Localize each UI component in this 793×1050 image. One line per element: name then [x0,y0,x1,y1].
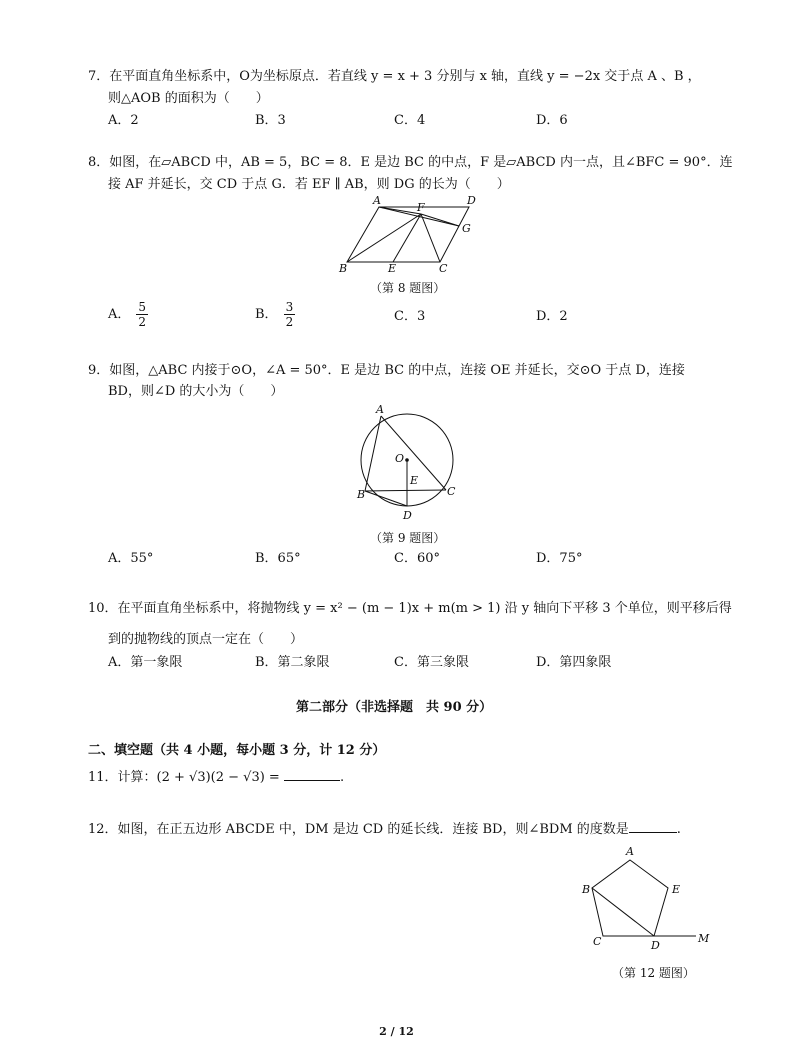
q10-choice-c: C．第三象限 [394,655,469,670]
q12-label-d: D [651,939,660,952]
q12-label-a: A [626,845,634,858]
q9-side-bc [365,490,446,491]
q10-stem-line2: 到的抛物线的顶点一定在（ ） [108,632,304,647]
q8-figure [335,192,485,274]
q10-choice-b: B．第二象限 [255,655,330,670]
q7-stem-line1: 7．在平面直角坐标系中，O为坐标原点．若直线 y = x + 3 分别与 x 轴，直线 y = −2x 交于点 A 、B ， [88,69,701,84]
q12-answer-blank[interactable] [629,820,677,833]
q12-pentagon [592,860,668,936]
q10-choice-a: A．第一象限 [108,655,183,670]
q8-segment-ef [393,214,421,262]
q9-choice-b: B．65° [255,551,301,566]
q9-choice-c: C．60° [394,551,440,566]
q9-side-ab [365,416,381,491]
q8-choice-b-num: 3 [285,300,294,314]
q9-caption: （第 9 题图） [370,531,446,545]
q8-choice-c: C．3 [394,309,426,324]
q8-label-b: B [339,262,348,275]
q8-choice-b [255,300,295,329]
q7-choice-b: B．3 [255,113,286,128]
q8-label-a: A [373,194,381,207]
q12-line [88,820,681,839]
q12-label-e: E [672,883,681,896]
q9-label-d: D [403,509,412,522]
q9-center-dot [405,458,409,462]
q7-choice-d: D．6 [536,113,568,128]
q9-choice-d: D．75° [536,551,583,566]
q11-text: 11．计算：(2 + √3)(2 − √3) = [88,770,280,785]
q8-choice-b-den: 2 [285,315,294,329]
q9-label-b: B [357,488,366,501]
q12-text: 12．如图，在正五边形 ABCDE 中，DM 是边 CD 的延长线．连接 BD，则∠BDM 的度数是 [88,822,629,837]
q11-answer-blank[interactable] [284,768,340,781]
q10-stem-line1: 10．在平面直角坐标系中，将抛物线 y = x² − (m − 1)x + m(m > 1) 沿 y 轴向下平移 3 个单位，则平移后得 [88,601,732,616]
q8-label-c: C [439,262,448,275]
q12-label-m: M [698,932,710,945]
q8-choice-a-label: A． [108,307,131,322]
q8-label-f: F [417,201,425,214]
q12-end: . [676,822,681,837]
q8-choice-a-fraction [136,300,148,329]
q11-end: . [339,770,345,785]
q9-stem-line2: BD，则∠D 的大小为（ ） [108,384,284,399]
q7-choice-c: C．4 [394,113,426,128]
q8-choice-b-fraction [284,300,296,329]
q8-choice-d: D．2 [536,309,568,324]
q9-label-a: A [376,403,384,416]
q9-label-o: O [395,452,405,465]
q8-choice-a-den: 2 [138,315,147,329]
q9-label-c: C [447,485,456,498]
q7-stem-line2: 则△AOB 的面积为（ ） [108,91,269,106]
q8-choice-b-label: B． [255,307,278,322]
q11-line [88,768,344,787]
q9-choice-a: A．55° [108,551,154,566]
q10-choice-d: D．第四象限 [536,655,612,670]
q12-figure [583,843,715,953]
q9-figure [355,402,465,524]
part2-title: 第二部分（非选择题 共 90 分） [296,700,493,715]
q12-caption: （第 12 题图） [612,966,695,980]
q8-choice-a-num: 5 [138,300,147,314]
q8-label-g: G [462,222,471,235]
q8-label-e: E [388,262,397,275]
q7-choice-a: A．2 [108,113,139,128]
q8-choice-a [108,300,148,329]
q8-stem-line2: 接 AF 并延长，交 CD 于点 G．若 EF ∥ AB，则 DG 的长为（ ） [108,177,510,192]
q8-segment-bf [347,214,421,262]
q9-stem-line1: 9．如图，△ABC 内接于⊙O，∠A = 50°．E 是边 BC 的中点，连接 OE 并延长，交⊙O 于点 D，连接 [88,363,685,378]
q9-label-e: E [410,474,419,487]
q8-label-d: D [467,194,476,207]
section2-title: 二、填空题（共 4 小题，每小题 3 分，计 12 分） [88,743,386,758]
q8-stem-line1: 8．如图，在▱ABCD 中，AB = 5，BC = 8．E 是边 BC 的中点，F 是▱ABCD 内一点，且∠BFC = 90°．连 [88,155,733,170]
page-number: 2 / 12 [379,1025,414,1038]
q9-segment-bd [365,491,407,506]
q8-parallelogram [347,207,469,262]
q12-label-c: C [593,935,602,948]
q12-label-b: B [582,883,591,896]
q8-caption: （第 8 题图） [370,281,446,295]
